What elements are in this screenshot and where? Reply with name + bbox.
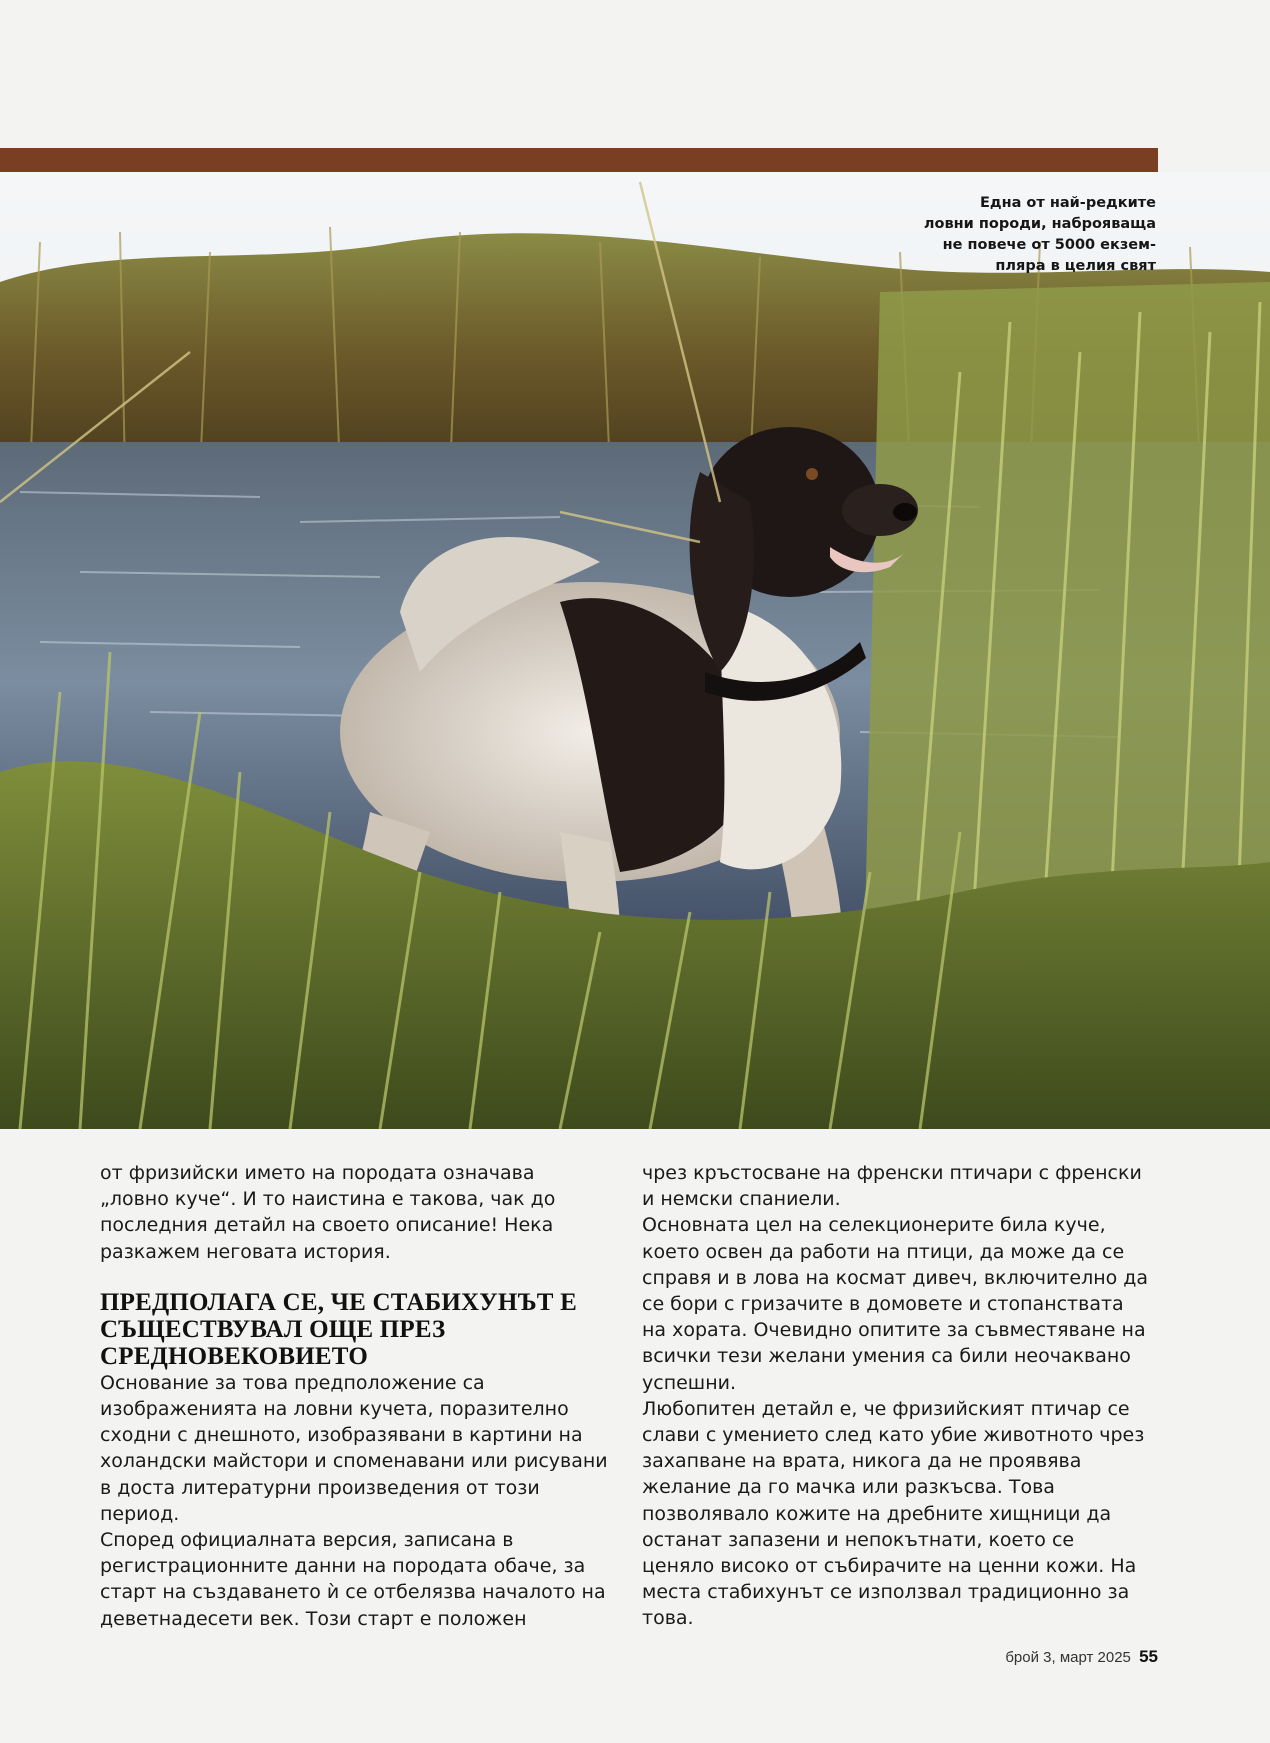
dog-photo xyxy=(0,172,1270,1129)
body-paragraph: чрез кръстосване на френски птичари с френски и немски спаниели. xyxy=(642,1162,1142,1211)
body-paragraph: Любопитен детайл е, че фризийският птичар се слави с умението след като убие животното чрез захапване на врата, никога да не проявява желание да го мачка или разкъсва. Това позволявало кожите на дребните хищници да останат запазени и непокътнати, което се ценяло високо от събирачите на ценни кожи. На места стабихунът се използвал традиционно за това. xyxy=(642,1397,1145,1630)
intro-paragraph: от фризийски името на породата означава „ловно куче“. И то наистина е такова, чак до последния детайл на своето описание! Нека разкажем неговата история. xyxy=(100,1162,556,1263)
article-column-left xyxy=(100,1160,608,1632)
section-heading: ПРЕДПОЛАГА СЕ, ЧЕ СТАБИХУНЪТ Е СЪЩЕСТВУВАЛ ОЩЕ ПРЕЗ СРЕДНОВЕКОВИЕТО xyxy=(100,1288,577,1370)
article-column-right xyxy=(642,1160,1150,1632)
body-paragraph: Основание за това предположение са изображенията на ловни кучета, поразително сходни с днешното, изобразявани в картини на холандски майстори и споменавани или рисувани в доста литературни произведения от този период. xyxy=(100,1371,608,1525)
page-footer xyxy=(1005,1647,1158,1667)
body-paragraph: Според официалната версия, записана в регистрационните данни на породата обаче, за старт на създаването ѝ се отбелязва началото на деветнадесети век. Този старт е положен xyxy=(100,1529,606,1630)
page-number: 55 xyxy=(1139,1647,1158,1666)
issue-label: брой 3, март 2025 xyxy=(1005,1649,1131,1666)
caption-line: не повече от 5000 екзем- xyxy=(942,237,1156,253)
dog-in-reeds-illustration xyxy=(0,172,1270,1129)
caption-line: ловни породи, наброяваща xyxy=(923,216,1156,232)
caption-line: пляра в целия свят xyxy=(995,258,1156,274)
caption-line: Една от най-редките xyxy=(979,195,1156,211)
accent-bar xyxy=(0,148,1158,172)
body-paragraph: Основната цел на селекционерите била куче, което освен да работи на птици, да може да се справя и в лова на космат дивеч, включително да се бори с гризачите в домовете и стопанствата на хората. Очевидно опитите за съвместяване на всички тези желани умения са били неочаквано успешни. xyxy=(642,1214,1149,1394)
photo-caption xyxy=(896,193,1156,277)
